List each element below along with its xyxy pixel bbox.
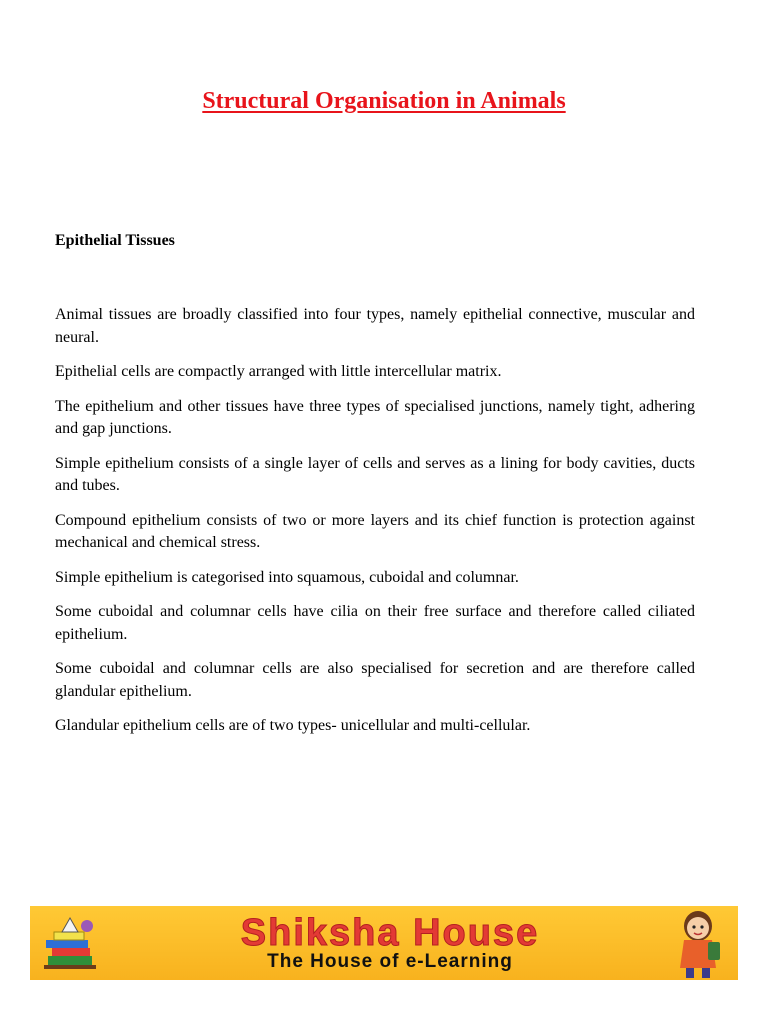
paragraph: Some cuboidal and columnar cells are also specialised for secretion and are therefore called glandular epithelium. xyxy=(55,660,695,700)
books-logo-icon xyxy=(40,912,100,974)
paragraph: Compound epithelium consists of two or more layers and its chief function is protection against mechanical and chemical stress. xyxy=(55,511,695,551)
paragraph: Animal tissues are broadly classified into four types, namely epithelial connective, muscular and neural. xyxy=(55,306,695,346)
content-body xyxy=(55,304,695,750)
paragraph: Simple epithelium is categorised into squamous, cuboidal and columnar. xyxy=(55,568,519,586)
student-mascot-icon xyxy=(670,906,726,980)
page-title: Structural Organisation in Animals xyxy=(202,88,566,114)
brand-name: Shiksha House xyxy=(240,912,540,954)
paragraph: Simple epithelium consists of a single layer of cells and serves as a lining for body cavities, ducts and tubes. xyxy=(55,454,695,494)
section-heading: Epithelial Tissues xyxy=(55,232,175,249)
brand-tagline: The House of e-Learning xyxy=(267,951,513,972)
paragraph: Glandular epithelium cells are of two types- unicellular and multi-cellular. xyxy=(55,717,531,734)
paragraph: Epithelial cells are compactly arranged with little intercellular matrix. xyxy=(55,363,502,380)
paragraph: Some cuboidal and columnar cells have cilia on their free surface and therefore called ciliated epithelium. xyxy=(55,603,695,643)
paragraph: The epithelium and other tissues have three types of specialised junctions, namely tight, adhering and gap junctions. xyxy=(55,397,695,437)
footer-banner xyxy=(30,906,738,980)
